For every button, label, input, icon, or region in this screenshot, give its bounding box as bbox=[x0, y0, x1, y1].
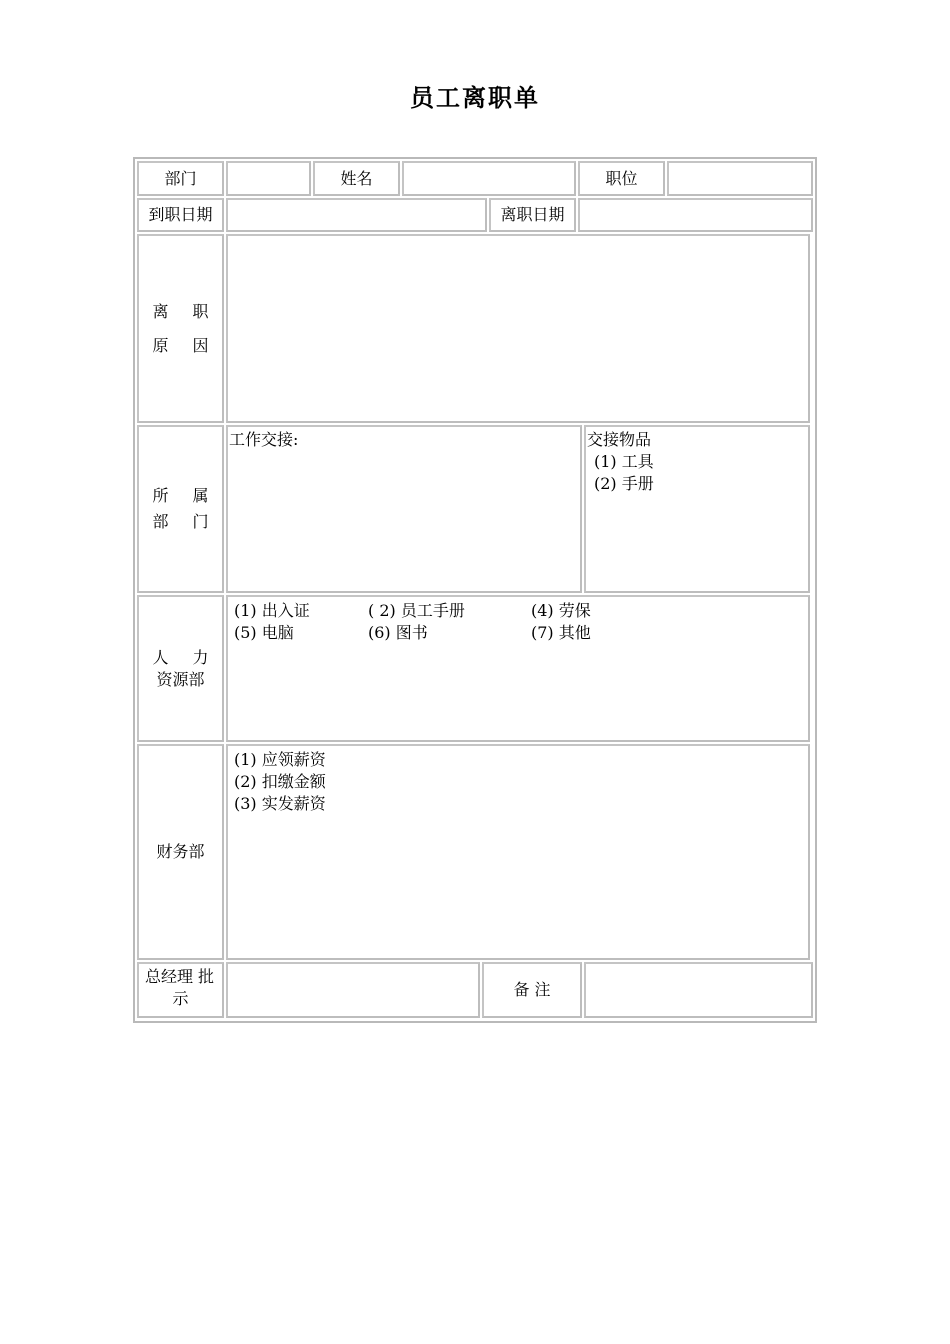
finance-label: 财务部 bbox=[137, 744, 224, 960]
name-label: 姓名 bbox=[313, 161, 400, 196]
approval-label: 总经理 批 示 bbox=[137, 962, 224, 1018]
leave-date-label: 离职日期 bbox=[489, 198, 576, 232]
finance-item: (1) 应领薪资 bbox=[234, 750, 326, 769]
handover-item: (2) 手册 bbox=[594, 474, 654, 493]
name-field[interactable] bbox=[402, 161, 576, 196]
hr-item: (5) 电脑 bbox=[234, 623, 294, 642]
hr-label: 人 力 资源部 bbox=[137, 595, 224, 742]
remark-field[interactable] bbox=[584, 962, 813, 1018]
remark-label: 备 注 bbox=[482, 962, 582, 1018]
handover-field[interactable] bbox=[226, 425, 582, 593]
hire-date-label: 到职日期 bbox=[137, 198, 224, 232]
finance-item: (2) 扣缴金额 bbox=[234, 772, 326, 791]
hr-item: (7) 其他 bbox=[531, 623, 591, 642]
position-field[interactable] bbox=[667, 161, 813, 196]
finance-field[interactable] bbox=[226, 744, 810, 960]
reason-label: 离 职 原 因 bbox=[137, 234, 224, 423]
hr-item: ( 2) 员工手册 bbox=[368, 601, 465, 620]
handover-title: 工作交接: bbox=[229, 430, 299, 449]
hr-item: (1) 出入证 bbox=[234, 601, 310, 620]
hr-item: (4) 劳保 bbox=[531, 601, 591, 620]
leave-date-field[interactable] bbox=[578, 198, 813, 232]
position-label: 职位 bbox=[578, 161, 665, 196]
hr-item: (6) 图书 bbox=[368, 623, 428, 642]
handover-item: (1) 工具 bbox=[594, 452, 654, 471]
dept-label: 部门 bbox=[137, 161, 224, 196]
reason-field[interactable] bbox=[226, 234, 810, 423]
hire-date-field[interactable] bbox=[226, 198, 487, 232]
finance-item: (3) 实发薪资 bbox=[234, 794, 326, 813]
department-label: 所 属 部 门 bbox=[137, 425, 224, 593]
approval-field[interactable] bbox=[226, 962, 480, 1018]
hr-field[interactable] bbox=[226, 595, 810, 742]
form-title: 员工离职单 bbox=[410, 83, 540, 112]
dept-field[interactable] bbox=[226, 161, 311, 196]
handover-items-title: 交接物品 bbox=[587, 430, 652, 449]
handover-items-field[interactable] bbox=[584, 425, 810, 593]
